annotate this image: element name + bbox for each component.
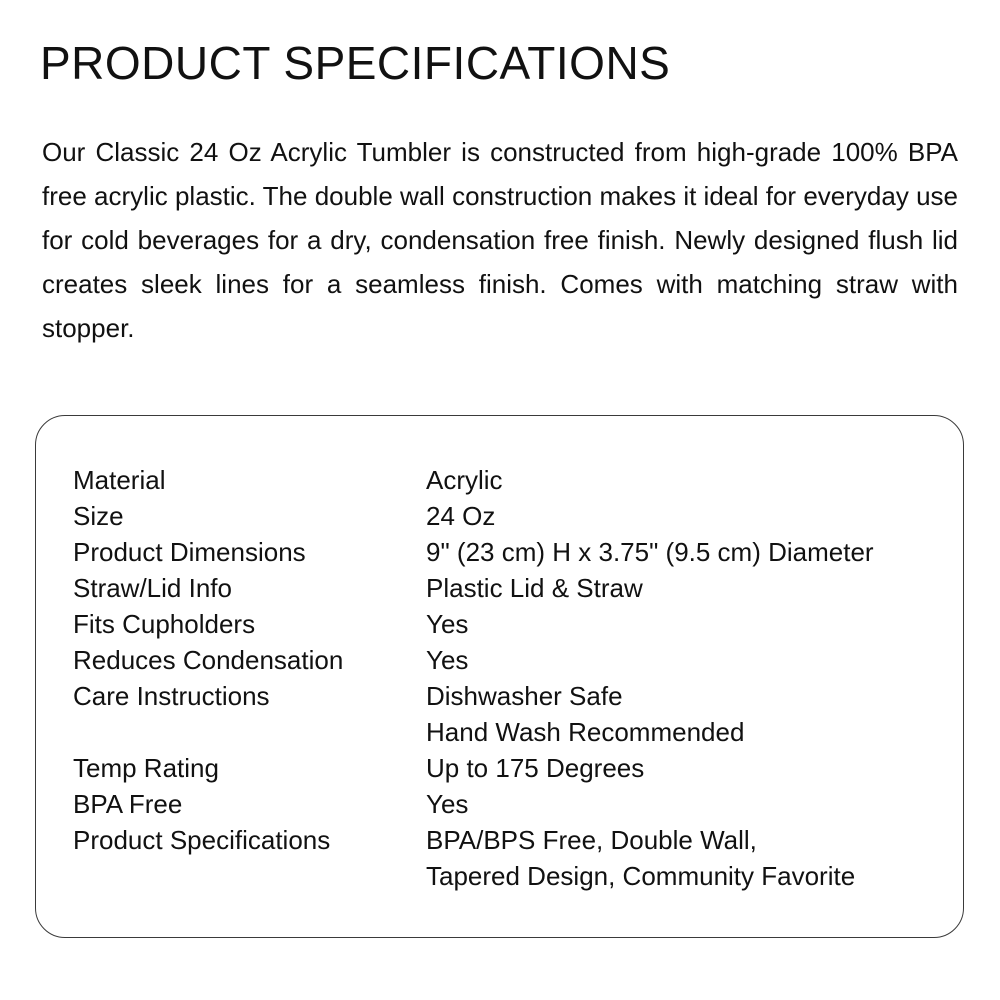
product-description: Our Classic 24 Oz Acrylic Tumbler is constructed from high-grade 100% BPA free acrylic plastic. The double wall construction makes it ideal for everyday use for cold beverages for a dry, condensation free finish. Newly designed flush lid creates sleek lines for a seamless finish. Comes with matching straw with stopper. bbox=[42, 137, 958, 343]
spec-label: BPA Free bbox=[73, 789, 183, 819]
spec-values bbox=[426, 786, 953, 822]
specifications-list bbox=[73, 462, 953, 894]
spec-label: Product Specifications bbox=[73, 825, 331, 855]
spec-value: Yes bbox=[426, 609, 469, 639]
spec-label: Fits Cupholders bbox=[73, 609, 256, 639]
spec-values bbox=[426, 462, 953, 498]
spec-row-size bbox=[73, 498, 953, 534]
spec-value: Hand Wash Recommended bbox=[426, 717, 745, 747]
spec-row-product-dimensions bbox=[73, 534, 953, 570]
spec-row-reduces-condensation bbox=[73, 642, 953, 678]
spec-label: Material bbox=[73, 465, 166, 495]
spec-values bbox=[426, 822, 953, 894]
spec-value: Yes bbox=[426, 645, 469, 675]
spec-value: BPA/BPS Free, Double Wall, bbox=[426, 825, 757, 855]
spec-value: Yes bbox=[426, 789, 469, 819]
spec-row-care-instructions bbox=[73, 678, 953, 750]
specifications-card bbox=[35, 415, 964, 938]
spec-row-bpa-free bbox=[73, 786, 953, 822]
spec-values bbox=[426, 750, 953, 786]
spec-label: Temp Rating bbox=[73, 753, 219, 783]
spec-row-straw-lid-info bbox=[73, 570, 953, 606]
spec-values bbox=[426, 606, 953, 642]
spec-label: Care Instructions bbox=[73, 681, 270, 711]
page-title: PRODUCT SPECIFICATIONS bbox=[40, 37, 671, 89]
spec-value: Plastic Lid & Straw bbox=[426, 573, 643, 603]
spec-row-temp-rating bbox=[73, 750, 953, 786]
spec-row-product-specifications bbox=[73, 822, 953, 894]
spec-value: Up to 175 Degrees bbox=[426, 753, 645, 783]
spec-label: Product Dimensions bbox=[73, 537, 306, 567]
spec-value: 24 Oz bbox=[426, 501, 496, 531]
spec-value: 9" (23 cm) H x 3.75" (9.5 cm) Diameter bbox=[426, 537, 874, 567]
spec-label: Straw/Lid Info bbox=[73, 573, 232, 603]
spec-values bbox=[426, 534, 953, 570]
spec-values bbox=[426, 678, 953, 750]
spec-row-material bbox=[73, 462, 953, 498]
spec-values bbox=[426, 642, 953, 678]
spec-values bbox=[426, 498, 953, 534]
spec-value: Tapered Design, Community Favorite bbox=[426, 861, 856, 891]
spec-value: Dishwasher Safe bbox=[426, 681, 623, 711]
spec-label: Reduces Condensation bbox=[73, 645, 344, 675]
spec-value: Acrylic bbox=[426, 465, 503, 495]
spec-label: Size bbox=[73, 501, 124, 531]
spec-row-fits-cupholders bbox=[73, 606, 953, 642]
spec-values bbox=[426, 570, 953, 606]
